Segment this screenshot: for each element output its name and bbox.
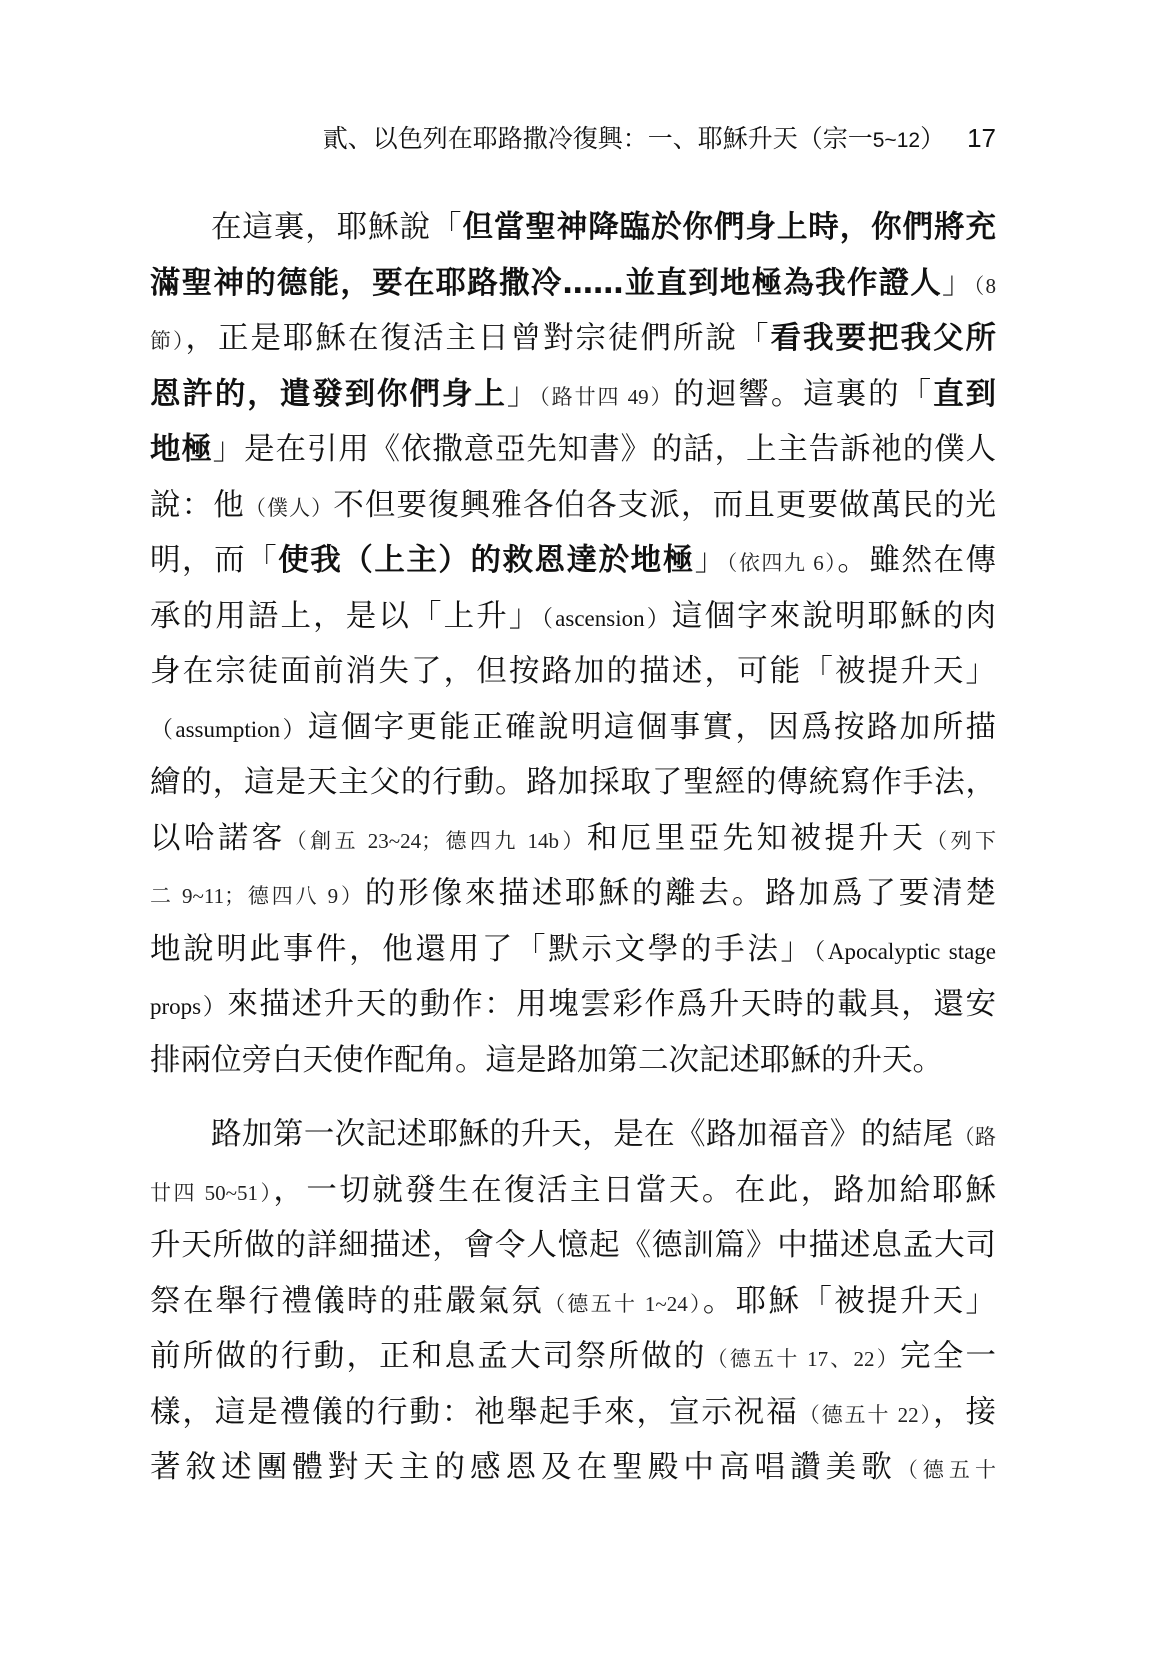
text-line bbox=[150, 1274, 996, 1330]
text-run: ，一切就發生在復活主日當天。在此，路加給耶穌 bbox=[273, 1172, 996, 1208]
running-close: ） bbox=[920, 124, 946, 153]
citation: （德五十 bbox=[896, 1458, 996, 1482]
text-line bbox=[150, 1329, 996, 1385]
text-run: 」 bbox=[694, 543, 727, 578]
text-run: 前所做的行動，正和息孟大司祭所做的 bbox=[150, 1339, 707, 1374]
latin-term: （ascension） bbox=[541, 605, 672, 631]
latin-term: （Apocalyptic stage bbox=[813, 938, 997, 964]
text-line bbox=[150, 422, 996, 478]
paragraph-1 bbox=[150, 200, 996, 1088]
text-run: 祭在舉行禮儀時的莊嚴氣氛 bbox=[150, 1283, 544, 1319]
citation: 節） bbox=[150, 329, 186, 353]
text-run: 以哈諾客 bbox=[150, 820, 286, 856]
text-run: 路加第一次記述耶穌的升天，是在《路加福音》的結尾 bbox=[211, 1117, 954, 1152]
text-run: 這個字來說明耶穌的肉 bbox=[671, 598, 997, 634]
latin-term: （assumption） bbox=[150, 716, 308, 742]
citation: （路廿四 49） bbox=[539, 384, 674, 409]
text-run: 的迴響。這裏的「 bbox=[673, 376, 934, 412]
citation: （僕人） bbox=[244, 495, 334, 520]
citation: 二 9~11；德四八 9） bbox=[150, 884, 365, 908]
text-run: 。雖然在傳 bbox=[837, 543, 997, 578]
text-run: 著敘述團體對天主的感恩及在聖殿中高唱讚美歌 bbox=[150, 1450, 897, 1485]
text-run: 繪的，這是天主父的行動。路加採取了聖經的傳統寫作手法， bbox=[150, 765, 996, 800]
text-line bbox=[150, 200, 996, 256]
latin-term: props） bbox=[150, 994, 228, 1019]
text-run: ，正是耶穌在復活主日曾對宗徒們所說「 bbox=[185, 321, 771, 356]
bold-quote: 看我要把我父所 bbox=[770, 321, 996, 356]
text-line bbox=[150, 1107, 996, 1163]
text-line bbox=[150, 866, 996, 922]
text-run: 的形像來描述耶穌的離去。路加爲了要清楚 bbox=[364, 876, 996, 911]
text-run: 和厄里亞先知被提升天 bbox=[586, 820, 927, 856]
citation: （依四九 6） bbox=[726, 551, 838, 575]
text-run: 身在宗徒面前消失了，但按路加的描述，可能「被提升天」 bbox=[150, 654, 996, 689]
text-run: 升天所做的詳細描述，會令人憶起《德訓篇》中描述息孟大司 bbox=[150, 1228, 996, 1263]
text-line bbox=[150, 367, 996, 423]
text-line bbox=[150, 922, 996, 978]
text-run: 地說明此事件，他還用了「默示文學的手法」 bbox=[150, 931, 814, 967]
text-run: 承的用語上，是以「上升」 bbox=[150, 598, 542, 634]
citation: （創五 23~24；德四九 14b） bbox=[285, 828, 587, 853]
text-run: 不但要復興雅各伯各支派，而且更要做萬民的光 bbox=[333, 487, 997, 523]
text-run: 」 bbox=[942, 265, 974, 301]
text-run: 在這裏，耶穌說「 bbox=[211, 210, 463, 245]
text-run: ，接 bbox=[933, 1394, 996, 1430]
citation: （路 bbox=[953, 1125, 997, 1149]
text-line bbox=[150, 644, 996, 700]
running-header bbox=[150, 118, 996, 161]
citation: （8 bbox=[973, 273, 997, 298]
bold-quote: 滿聖神的德能，要在耶路撒冷……並直到地極為我作證人 bbox=[150, 265, 943, 301]
text-line bbox=[150, 533, 996, 589]
text-run: 」 bbox=[506, 376, 540, 412]
running-title: 貳、以色列在耶路撒冷復興：一、耶穌升天（宗一 bbox=[322, 124, 873, 153]
citation: （德五十 22） bbox=[798, 1402, 934, 1427]
text-line bbox=[150, 311, 996, 367]
text-run: 這個字更能正確說明這個事實，因爲按路加所描 bbox=[307, 709, 997, 745]
bold-quote: 使我（上主）的救恩達於地極 bbox=[278, 543, 695, 578]
citation: （德五十 1~24） bbox=[543, 1291, 703, 1316]
paragraph-2 bbox=[150, 1107, 996, 1496]
citation: （列下 bbox=[926, 828, 997, 853]
citation: （德五十 17、22） bbox=[706, 1347, 901, 1371]
text-run: 明，而「 bbox=[150, 543, 279, 578]
text-line bbox=[150, 700, 996, 756]
text-run: 樣，這是禮儀的行動：祂舉起手來，宣示祝福 bbox=[150, 1394, 799, 1430]
text-run: 來描述升天的動作：用塊雲彩作爲升天時的載具，還安 bbox=[227, 987, 996, 1022]
bold-quote: 地極 bbox=[150, 432, 213, 467]
bold-quote: 但當聖神降臨於你們身上時，你們將充 bbox=[462, 210, 996, 245]
text-run: 排兩位旁白天使作配角。這是路加第二次記述耶穌的升天。 bbox=[150, 1042, 943, 1078]
text-line bbox=[150, 1163, 996, 1219]
text-line bbox=[150, 1440, 996, 1496]
text-line bbox=[150, 589, 996, 645]
text-line bbox=[150, 755, 996, 811]
running-ref: 5~12 bbox=[872, 129, 921, 152]
text-run: 完全一 bbox=[900, 1339, 997, 1374]
text-line bbox=[150, 977, 996, 1033]
page-number: 17 bbox=[967, 123, 996, 153]
bold-quote: 恩許的，遣發到你們身上 bbox=[150, 376, 507, 412]
text-line bbox=[150, 1033, 996, 1089]
text-line bbox=[150, 256, 996, 312]
text-line bbox=[150, 478, 996, 534]
text-line bbox=[150, 811, 996, 867]
text-run: 」是在引用《依撒意亞先知書》的話，上主告訴祂的僕人 bbox=[212, 432, 997, 467]
text-run: 。耶穌「被提升天」 bbox=[702, 1283, 997, 1319]
bold-quote: 直到 bbox=[933, 376, 996, 412]
text-line bbox=[150, 1385, 996, 1441]
citation: 廿四 50~51） bbox=[150, 1180, 274, 1205]
text-run: 說：他 bbox=[150, 487, 245, 523]
text-line bbox=[150, 1218, 996, 1274]
